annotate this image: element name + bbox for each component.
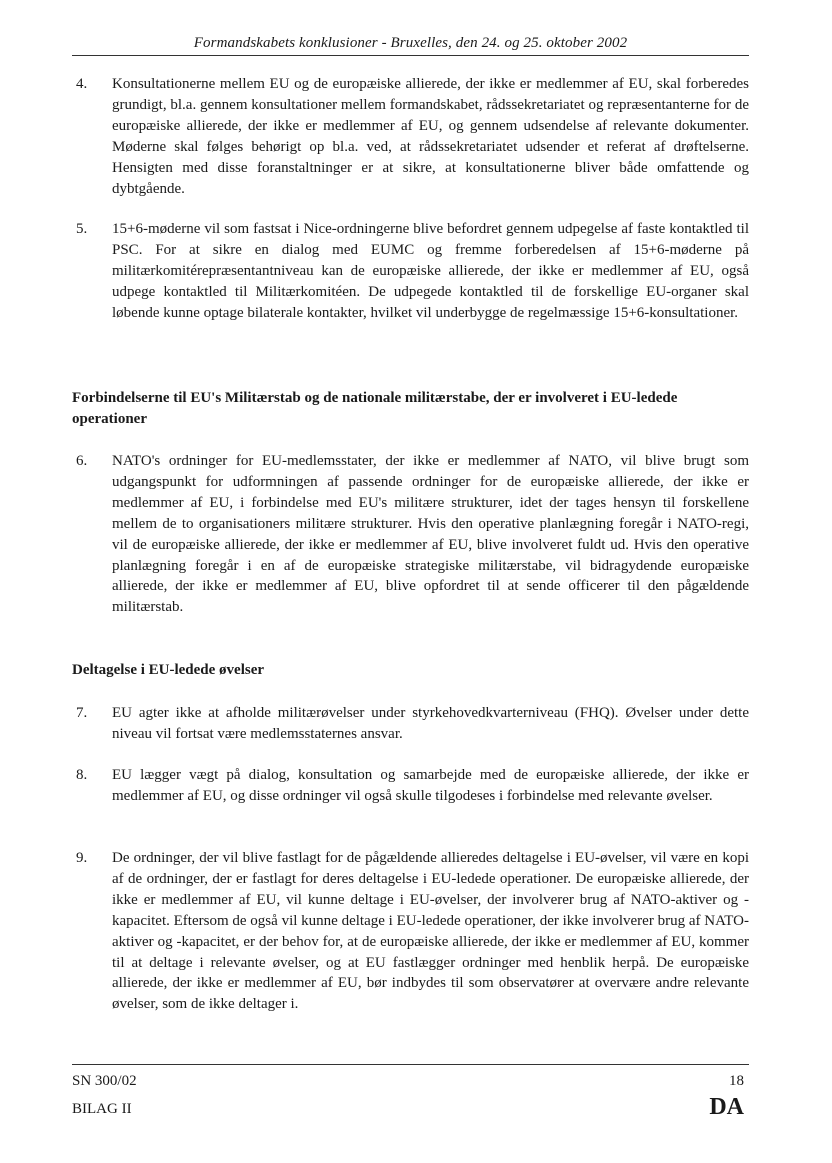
paragraph-text: Konsultationerne mellem EU og de europæiske allierede, der ikke er medlemmer af EU, skal forberedes grundigt, bl.a. gennem konsultationer mellem formandskabet, rådssekretariatet og repræsentanterne for de europæiske allierede, der ikke er medlemmer af EU, og gennem udsendelse af relevante dokumenter. Møderne skal følges behørigt op bl.a. ved, at rådssekretariatet udsender et referat af drøftelserne. Hensigten med disse foranstaltninger er at sikre, at konsultationerne bliver både omfattende og dybtgående. [112,76,749,197]
paragraph-number: 8. [76,767,88,783]
annex-label: BILAG II [72,1101,132,1117]
document-reference: SN 300/02 [72,1073,137,1089]
paragraph-5 [72,219,749,324]
paragraph-text: 15+6-møderne vil som fastsat i Nice-ordningerne blive befordret gennem udpegelse af faste kontaktled til PSC. For at sikre en dialog med EUMC og fremme forberedelsen af 15+6-møderne på militærkomitérepræsentantniveau kan de europæiske allierede, der ikke er medlemmer af EU, også udpege kontaktled til Militærkomitéen. De udpegede kontaktled til de forskellige EU-organer skal løbende kunne optage bilaterale kontakter, hvilket vil underbygge de regelmæssige 15+6-konsultationer. [112,221,749,321]
section-heading-exercises: Deltagelse i EU-ledede øvelser [72,662,265,678]
header-rule [72,55,749,56]
paragraph-4 [72,74,749,199]
page-header: Formandskabets konklusioner - Bruxelles, den 24. og 25. oktober 2002 [193,35,628,51]
paragraph-text: NATO's ordninger for EU-medlemsstater, der ikke er medlemmer af NATO, vil blive brugt som udgangspunkt for udformningen af passende ordninger for de europæiske allierede, der ikke er medlemmer af EU, i forbindelse med EU's militære strukturer, idet der tages hensyn til forskellene mellem de to organisationers militære strukturer. Hvis den operative planlægning foregår i NATO-regi, vil de europæiske allierede, der ikke er medlemmer af EU, blive involveret fuldt ud. Hvis den operative planlægning foregår i en af de europæiske strategiske militærstabe, vil bidragydende europæiske allierede, der ikke er medlemmer af EU, blive opfordret til at sende officerer til den pågældende militærstab. [112,453,749,616]
paragraph-text: EU agter ikke at afholde militærøvelser under styrkehovedkvarterniveau (FHQ). Øvelser under dette niveau vil fortsat være medlemsstaternes ansvar. [112,705,749,742]
footer-left [72,1071,137,1127]
footer-rule [72,1064,749,1065]
paragraph-text: De ordninger, der vil blive fastlagt for de pågældende allieredes deltagelse i EU-øvelser, vil være en kopi af de ordninger, der er fastlagt for deres deltagelse i EU-ledede operationer. De europæiske allierede, der ikke er medlemmer af EU, vil kunne deltage i EU-øvelser, der involverer brug af NATO-aktiver og -kapacitet. Eftersom de også vil kunne deltage i EU-ledede operationer, der ikke involverer brug af NATO-aktiver og -kapacitet, er der behov for, at de europæiske allierede, der ikke er medlemmer af EU, kommer til at deltage i relevante øvelser, og at EU fastlægger ordninger med henblik herpå. De europæiske allierede, der ikke er medlemmer af EU, bør indbydes til som observatører at overvære andre relevante øvelser, som de ikke deltager i. [112,850,749,1013]
section-heading-military-staff: Forbindelserne til EU's Militærstab og de nationale militærstabe, der er involveret i EU-ledede operationer [72,390,678,427]
paragraph-text: EU lægger vægt på dialog, konsultation og samarbejde med de europæiske allierede, der ikke er medlemmer af EU, og disse ordninger vil også skulle tilgodeses i forbindelse med relevante øvelser. [112,767,749,804]
paragraph-9 [72,848,749,1015]
paragraph-number: 9. [76,850,88,866]
paragraph-8 [72,765,749,807]
paragraph-number: 7. [76,705,88,721]
footer-right [709,1071,744,1120]
paragraph-number: 5. [76,221,88,237]
paragraph-number: 6. [76,453,88,469]
paragraph-6 [72,451,749,618]
language-code: DA [709,1094,744,1120]
page-number: 18 [729,1073,744,1089]
paragraph-number: 4. [76,76,88,92]
paragraph-7 [72,703,749,745]
